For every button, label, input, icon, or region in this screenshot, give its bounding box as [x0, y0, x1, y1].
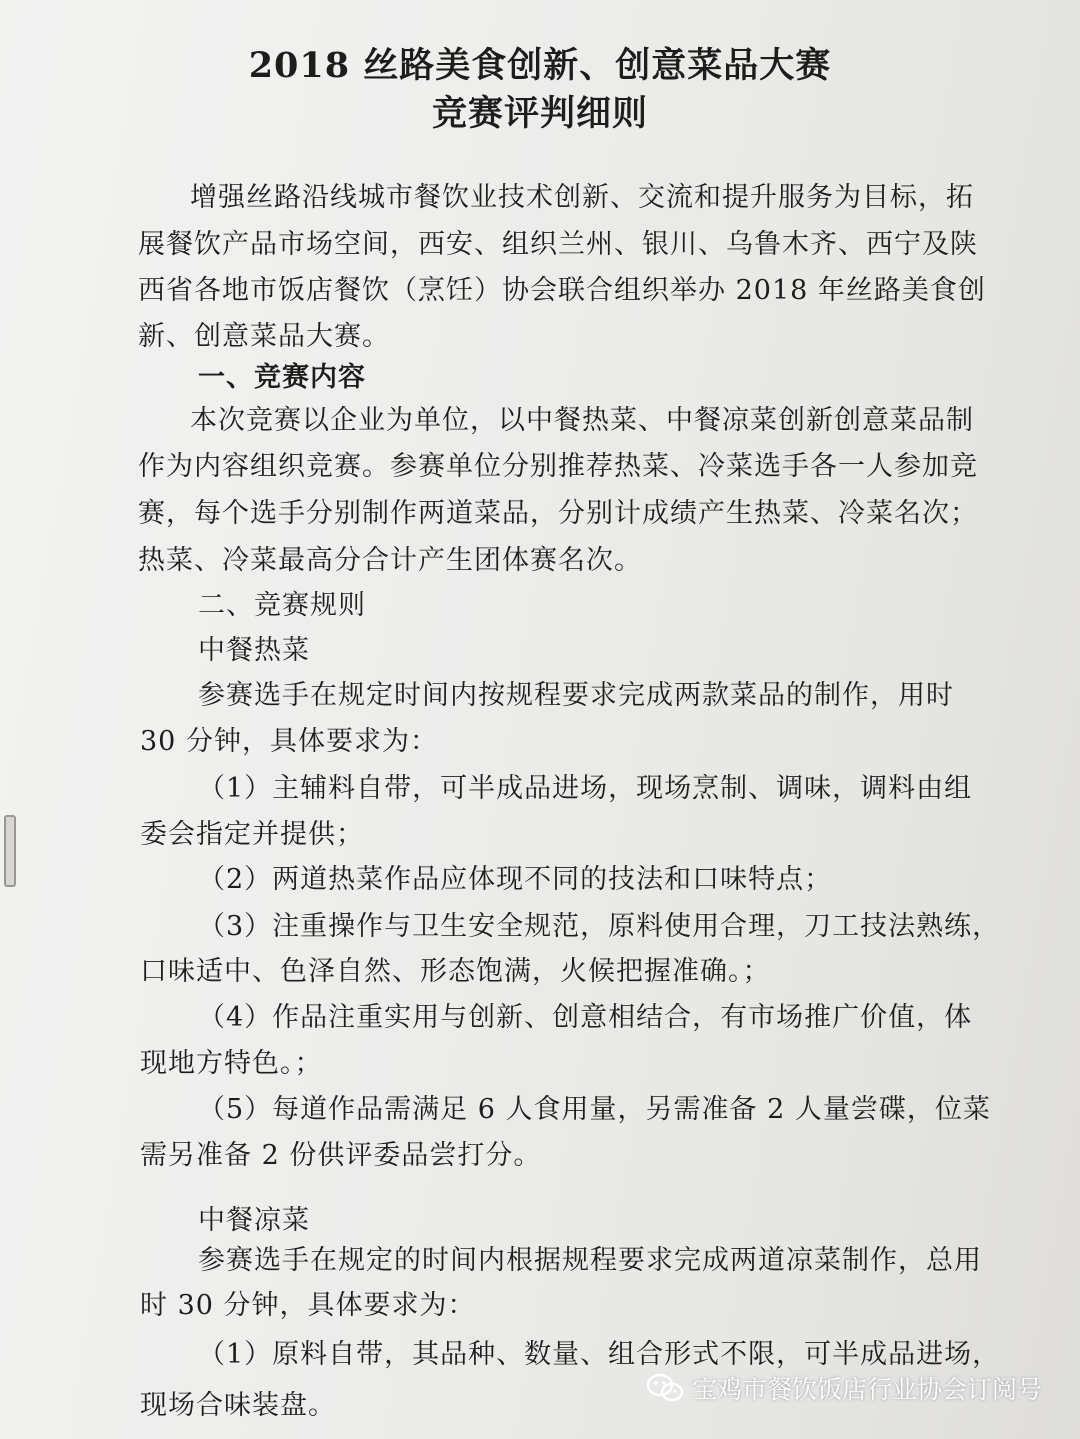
- body-line: 30 分钟，具体要求为：: [140, 726, 438, 757]
- document-subtitle: 竞赛评判细则: [431, 93, 648, 134]
- watermark: [646, 1368, 1042, 1408]
- body-line: 增强丝路沿线城市餐饮业技术创新、交流和提升服务为目标，拓: [190, 182, 974, 213]
- rule-item: （4）作品注重实用与创新、创意相结合，有市场推广价值，体: [198, 1002, 973, 1033]
- body-line: 展餐饮产品市场空间，西安、组织兰州、银川、乌鲁木齐、西宁及陕: [138, 229, 978, 260]
- rule-item-continuation: 需另准备 2 份供评委品尝打分。: [140, 1140, 542, 1171]
- section-heading: 一、竞赛内容: [198, 362, 366, 393]
- rule-item-continuation: 现场合味装盘。: [140, 1390, 336, 1421]
- section-heading: 二、竞赛规则: [198, 590, 366, 621]
- body-line: 时 30 分钟，具体要求为：: [140, 1290, 476, 1321]
- rule-item: （2）两道热菜作品应体现不同的技法和口味特点；: [198, 864, 833, 895]
- body-line: 本次竞赛以企业为单位，以中餐热菜、中餐凉菜创新创意菜品制: [190, 405, 974, 436]
- binding-clip: [4, 815, 16, 887]
- rule-item: （3）注重操作与卫生安全规范，原料使用合理，刀工技法熟练，: [198, 911, 1001, 942]
- body-line: 作为内容组织竞赛。参赛单位分别推荐热菜、冷菜选手各一人参加竞: [138, 451, 978, 482]
- subsection-heading: 中餐热菜: [198, 635, 310, 666]
- body-line: 西省各地市饭店餐饮（烹饪）协会联合组织举办 2018 年丝路美食创: [138, 275, 986, 306]
- rule-item-continuation: 口味适中、色泽自然、形态饱满，火候把握准确。；: [140, 956, 771, 987]
- rule-item: （1）主辅料自带，可半成品进场，现场烹制、调味，调料由组: [198, 773, 973, 804]
- body-line: 新、创意菜品大赛。: [138, 321, 390, 352]
- rule-item: （1）原料自带，其品种、数量、组合形式不限，可半成品进场，: [198, 1339, 1001, 1370]
- rule-item-continuation: 现地方特色。；: [140, 1048, 323, 1079]
- body-line: 参赛选手在规定时间内按规程要求完成两款菜品的制作，用时: [198, 680, 954, 711]
- body-line: 参赛选手在规定的时间内根据规程要求完成两道凉菜制作，总用: [198, 1245, 982, 1276]
- wechat-icon: [646, 1372, 684, 1404]
- body-line: 赛，每个选手分别制作两道菜品，分别计成绩产生热菜、冷菜名次；: [138, 498, 978, 529]
- body-line: 热菜、冷菜最高分合计产生团体赛名次。: [138, 545, 642, 576]
- rule-item-continuation: 委会指定并提供；: [140, 819, 364, 850]
- watermark-text: 宝鸡市餐饮饭店行业协会订阅号: [691, 1375, 1042, 1404]
- document-title: 2018 丝路美食创新、创意菜品大赛: [248, 45, 832, 86]
- rule-item: （5）每道作品需满足 6 人食用量，另需准备 2 人量尝碟，位菜: [198, 1094, 991, 1125]
- subsection-heading: 中餐凉菜: [198, 1205, 310, 1236]
